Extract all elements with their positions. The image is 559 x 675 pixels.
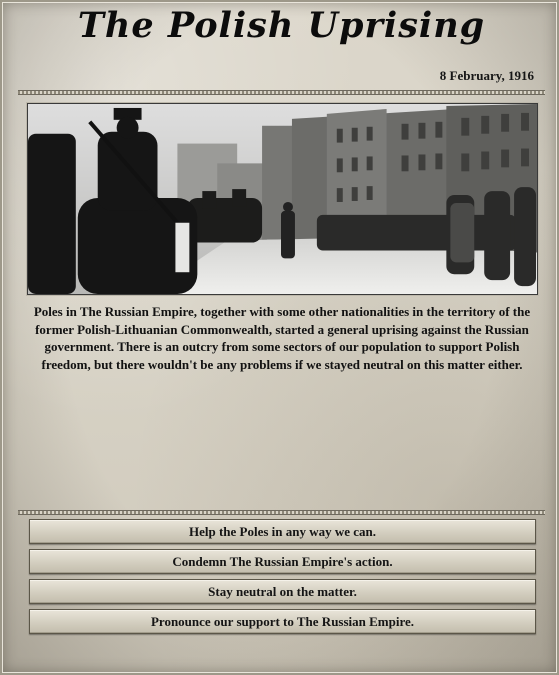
option-support-russia-button[interactable]: Pronounce our support to The Russian Empire. [29,609,536,634]
event-description: Poles in The Russian Empire, together with some other nationalities in the territory of the former Polish-Lithuanian Commonwealth, started a general uprising against the Russian government. There is an outcry from some sectors of our population to support Polish freedom, but there wouldn't be any problems if we stayed neutral on this matter either. [33,304,531,372]
event-date: 8 February, 1916 [439,68,534,83]
event-options [29,519,536,639]
street-scene-picture [28,104,537,294]
top-divider [18,90,545,95]
option-condemn-russia-button[interactable]: Condemn The Russian Empire's action. [29,549,536,574]
option-help-poles-button[interactable]: Help the Poles in any way we can. [29,519,536,544]
event-title: The Polish Uprising [77,5,486,46]
option-stay-neutral-button[interactable]: Stay neutral on the matter. [29,579,536,604]
event-photo [27,103,538,295]
bottom-divider [18,510,545,515]
